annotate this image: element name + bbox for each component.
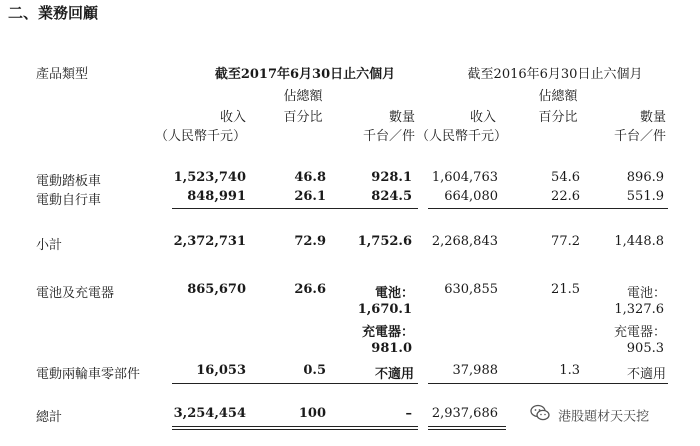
header-qty-unit-2016: 千台／件	[613, 129, 666, 144]
divider-total-bottom-1-2017	[172, 426, 418, 427]
row-label-parts: 電動兩輪車零部件	[36, 367, 141, 382]
cell-battery-pct17: 26.6	[294, 282, 326, 297]
cell-battery-qty16-label: 電池：	[626, 286, 666, 301]
cell-scooter-rev17: 1,523,740	[173, 170, 246, 185]
cell-parts-rev16: 37,988	[452, 363, 498, 378]
cell-subtotal-rev16: 2,268,843	[431, 234, 498, 249]
cell-scooter-pct17: 46.8	[294, 170, 326, 185]
row-label-total: 總計	[36, 410, 63, 425]
cell-subtotal-qty16: 1,448.8	[614, 234, 664, 249]
section-title: 二、業務回顧	[8, 4, 99, 22]
cell-parts-pct16: 1.3	[559, 363, 580, 378]
divider-total-bottom-2-2016	[428, 429, 506, 430]
cell-subtotal-pct16: 77.2	[551, 234, 580, 249]
header-pct-bottom-2016: 百分比	[538, 110, 578, 125]
header-qty-unit-2017: 千台／件	[362, 129, 415, 144]
column-header-product-type: 產品類型	[36, 67, 89, 82]
header-qty-2016: 數量	[639, 110, 666, 125]
divider-total-bottom-1-2016	[428, 426, 506, 427]
header-revenue-2016: 收入	[469, 110, 496, 125]
cell-total-qty17: –	[405, 406, 412, 421]
header-revenue-unit-2016: （人民幣千元）	[416, 129, 508, 144]
cell-bicycle-rev17: 848,991	[187, 189, 246, 204]
cell-battery-rev16: 630,855	[444, 282, 498, 297]
cell-scooter-pct16: 54.6	[551, 170, 580, 185]
row-label-battery: 電池及充電器	[36, 286, 115, 301]
cell-bicycle-pct16: 22.6	[551, 189, 580, 204]
header-revenue-2017: 收入	[219, 110, 246, 125]
cell-parts-pct17: 0.5	[303, 363, 326, 378]
cell-charger-qty17-label: 充電器：	[361, 325, 414, 340]
cell-subtotal-pct17: 72.9	[294, 234, 326, 249]
cell-parts-rev17: 16,053	[196, 363, 246, 378]
cell-bicycle-qty17: 824.5	[371, 189, 412, 204]
cell-bicycle-rev16: 664,080	[444, 189, 498, 204]
cell-total-pct17: 100	[298, 406, 326, 421]
cell-battery-qty16-value: 1,327.6	[614, 302, 664, 317]
watermark	[530, 404, 649, 426]
header-qty-2017: 數量	[388, 110, 415, 125]
divider-subtotal-top-2016	[428, 208, 668, 209]
cell-battery-qty17-value: 1,670.1	[357, 302, 412, 317]
divider-total-bottom-2-2017	[172, 429, 418, 430]
cell-bicycle-pct17: 26.1	[294, 189, 326, 204]
cell-battery-qty17-label: 電池：	[374, 286, 414, 301]
cell-scooter-rev16: 1,604,763	[431, 170, 498, 185]
divider-total-top-2016	[428, 383, 668, 384]
header-revenue-unit-2017: （人民幣千元）	[155, 129, 247, 144]
cell-scooter-qty17: 928.1	[371, 170, 412, 185]
watermark-text: 港股題材天天挖	[558, 409, 650, 425]
cell-subtotal-rev17: 2,372,731	[173, 234, 246, 249]
cell-parts-qty17: 不適用	[374, 367, 414, 382]
divider-total-top-2017	[172, 383, 418, 384]
wechat-icon	[530, 404, 550, 426]
cell-battery-pct16: 21.5	[551, 282, 580, 297]
row-label-bicycle: 電動自行車	[36, 193, 102, 208]
cell-battery-rev17: 865,670	[187, 282, 246, 297]
cell-charger-qty16-label: 充電器：	[613, 325, 666, 340]
cell-charger-qty16-value: 905.3	[626, 341, 664, 356]
cell-subtotal-qty17: 1,752.6	[357, 234, 412, 249]
period-header-2017: 截至2017年6月30日止六個月	[214, 67, 396, 82]
header-pct-bottom-2017: 百分比	[283, 110, 323, 125]
row-label-subtotal: 小計	[36, 238, 63, 253]
header-pct-top-2017: 佔總額	[283, 89, 323, 104]
cell-total-rev16: 2,937,686	[431, 406, 498, 421]
cell-charger-qty17-value: 981.0	[371, 341, 412, 356]
divider-subtotal-top-2017	[172, 208, 418, 209]
header-pct-top-2016: 佔總額	[538, 89, 578, 104]
cell-parts-qty16: 不適用	[626, 367, 666, 382]
cell-scooter-qty16: 896.9	[626, 170, 664, 185]
cell-bicycle-qty16: 551.9	[626, 189, 664, 204]
row-label-scooter: 電動踏板車	[36, 174, 102, 189]
cell-total-rev17: 3,254,454	[173, 406, 246, 421]
period-header-2016: 截至2016年6月30日止六個月	[467, 67, 643, 82]
